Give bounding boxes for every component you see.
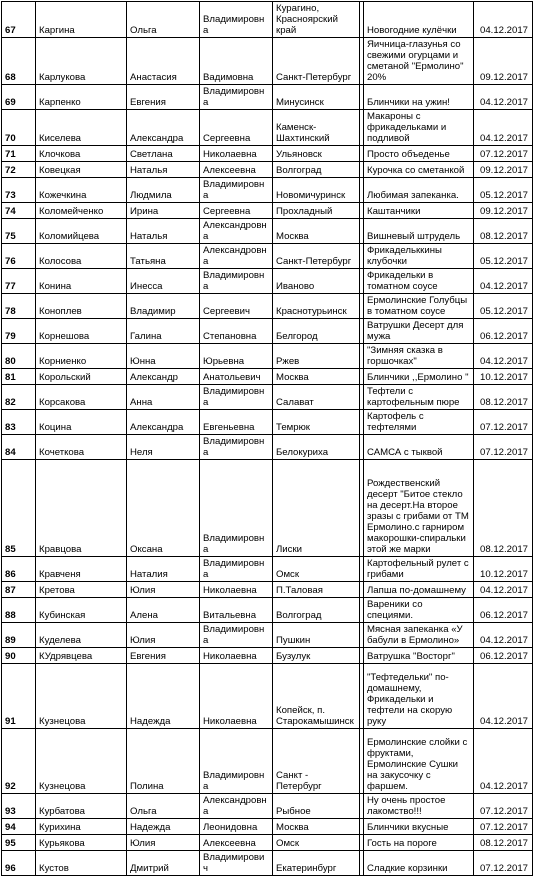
patronymic-cell: Александровна (200, 219, 273, 244)
last-name-cell: Кузнецова (36, 729, 127, 794)
dish-title-cell: Курочка со сметанкой (364, 162, 474, 178)
date-cell: 10.12.2017 (474, 369, 533, 385)
date-cell: 04.12.2017 (474, 729, 533, 794)
city-cell: Москва (273, 819, 360, 835)
dish-title-cell: Мясная запеканка «У бабули в Ермолино» (364, 623, 474, 648)
last-name-cell: Кравченя (36, 557, 127, 582)
last-name-cell: Куделева (36, 623, 127, 648)
date-cell: 06.12.2017 (474, 598, 533, 623)
table-body (2, 2, 533, 876)
first-name-cell: Анна (127, 385, 200, 410)
row-number: 82 (2, 385, 36, 410)
last-name-cell: Карлукова (36, 38, 127, 85)
patronymic-cell: Анатольевич (200, 369, 273, 385)
first-name-cell: Анастасия (127, 38, 200, 85)
table-row (2, 146, 533, 162)
first-name-cell: Надежда (127, 819, 200, 835)
last-name-cell: Курбатова (36, 794, 127, 819)
patronymic-cell: Сергеевна (200, 203, 273, 219)
patronymic-cell: Владимировна (200, 623, 273, 648)
date-cell: 10.12.2017 (474, 557, 533, 582)
date-cell: 07.12.2017 (474, 819, 533, 835)
last-name-cell: Каргина (36, 2, 127, 38)
patronymic-cell: Вадимовна (200, 38, 273, 85)
dish-title-cell: Новогодние кулёчки (364, 2, 474, 38)
table-row (2, 385, 533, 410)
date-cell: 07.12.2017 (474, 146, 533, 162)
first-name-cell: Александр (127, 369, 200, 385)
date-cell: 09.12.2017 (474, 162, 533, 178)
patronymic-cell: Владимирович (200, 851, 273, 876)
table-row (2, 729, 533, 794)
first-name-cell: Юлия (127, 835, 200, 851)
dish-title-cell: Рождественский десерт "Битое стекло на десерт.На второе зразы с грибами от ТМ Ермолино.с гарниром макорошки-спиральки этой же марки (364, 460, 474, 557)
table-row (2, 851, 533, 876)
date-cell: 04.12.2017 (474, 110, 533, 146)
date-cell: 04.12.2017 (474, 582, 533, 598)
dish-title-cell: Блинчики на ужин! (364, 85, 474, 110)
date-cell: 09.12.2017 (474, 38, 533, 85)
city-cell: Минусинск (273, 85, 360, 110)
first-name-cell: Татьяна (127, 244, 200, 269)
dish-title-cell: Макароны с фрикадельками и подливой (364, 110, 474, 146)
table-row (2, 319, 533, 344)
table-row (2, 344, 533, 369)
table-row (2, 582, 533, 598)
first-name-cell: Алена (127, 598, 200, 623)
date-cell: 04.12.2017 (474, 664, 533, 729)
row-number: 90 (2, 648, 36, 664)
first-name-cell: Надежда (127, 664, 200, 729)
last-name-cell: Карпенко (36, 85, 127, 110)
row-number: 74 (2, 203, 36, 219)
participants-table (1, 1, 533, 876)
table-row (2, 269, 533, 294)
first-name-cell: Александра (127, 110, 200, 146)
row-number: 93 (2, 794, 36, 819)
dish-title-cell: Любимая запеканка. (364, 178, 474, 203)
patronymic-cell: Алексеевна (200, 835, 273, 851)
first-name-cell: Евгения (127, 648, 200, 664)
last-name-cell: Кубинская (36, 598, 127, 623)
last-name-cell: Курьякова (36, 835, 127, 851)
last-name-cell: Корниенко (36, 344, 127, 369)
dish-title-cell: "Тефтедельки" по-домашнему, Фрикадельки и тефтели на скорую руку (364, 664, 474, 729)
last-name-cell: Кустов (36, 851, 127, 876)
table-row (2, 38, 533, 85)
dish-title-cell: Ермолинские слойки с фруктами, Ермолинские Сушки на закусочку с фаршем. (364, 729, 474, 794)
last-name-cell: Колосова (36, 244, 127, 269)
patronymic-cell: Николаевна (200, 146, 273, 162)
city-cell: Каменск-Шахтинский (273, 110, 360, 146)
city-cell: Пушкин (273, 623, 360, 648)
patronymic-cell: Алексеевна (200, 162, 273, 178)
table-row (2, 369, 533, 385)
patronymic-cell: Степановна (200, 319, 273, 344)
first-name-cell: Инесса (127, 269, 200, 294)
dish-title-cell: "Зимняя сказка в горшочках" (364, 344, 474, 369)
dish-title-cell: Блинчики ,,Ермолино " (364, 369, 474, 385)
patronymic-cell: Сергеевна (200, 110, 273, 146)
last-name-cell: Кочеткова (36, 435, 127, 460)
row-number: 92 (2, 729, 36, 794)
row-number: 84 (2, 435, 36, 460)
row-number: 71 (2, 146, 36, 162)
last-name-cell: Корсакова (36, 385, 127, 410)
dish-title-cell: Ну очень простое лакомство!!! (364, 794, 474, 819)
date-cell: 04.12.2017 (474, 623, 533, 648)
patronymic-cell: Владимировна (200, 435, 273, 460)
city-cell: Прохладный (273, 203, 360, 219)
table-row (2, 835, 533, 851)
table-row (2, 178, 533, 203)
city-cell: Омск (273, 557, 360, 582)
city-cell: Белгород (273, 319, 360, 344)
date-cell: 04.12.2017 (474, 269, 533, 294)
city-cell: Иваново (273, 269, 360, 294)
table-row (2, 203, 533, 219)
date-cell: 09.12.2017 (474, 203, 533, 219)
row-number: 81 (2, 369, 36, 385)
city-cell: Волгоград (273, 162, 360, 178)
date-cell: 08.12.2017 (474, 385, 533, 410)
last-name-cell: Коноплев (36, 294, 127, 319)
last-name-cell: Киселева (36, 110, 127, 146)
first-name-cell: Ирина (127, 203, 200, 219)
table-row (2, 557, 533, 582)
first-name-cell: Людмила (127, 178, 200, 203)
city-cell: Санкт-Петербург (273, 38, 360, 85)
table-row (2, 648, 533, 664)
city-cell: Москва (273, 369, 360, 385)
dish-title-cell: Картофельный рулет с грибами (364, 557, 474, 582)
row-number: 96 (2, 851, 36, 876)
table-row (2, 410, 533, 435)
first-name-cell: Наталия (127, 557, 200, 582)
last-name-cell: Курихина (36, 819, 127, 835)
table-row (2, 623, 533, 648)
first-name-cell: Наталья (127, 219, 200, 244)
patronymic-cell: Юрьевна (200, 344, 273, 369)
city-cell: Копейск, п. Старокамышинск (273, 664, 360, 729)
table-row (2, 460, 533, 557)
first-name-cell: Ольга (127, 2, 200, 38)
date-cell: 05.12.2017 (474, 244, 533, 269)
table-row (2, 598, 533, 623)
row-number: 76 (2, 244, 36, 269)
date-cell: 06.12.2017 (474, 648, 533, 664)
table-row (2, 244, 533, 269)
dish-title-cell: Фрикадельки в томатном соусе (364, 269, 474, 294)
last-name-cell: Кожечкина (36, 178, 127, 203)
row-number: 67 (2, 2, 36, 38)
dish-title-cell: Вишневый штрудель (364, 219, 474, 244)
table-row (2, 219, 533, 244)
patronymic-cell: Сергеевич (200, 294, 273, 319)
city-cell: Ржев (273, 344, 360, 369)
row-number: 88 (2, 598, 36, 623)
first-name-cell: Юлия (127, 582, 200, 598)
row-number: 87 (2, 582, 36, 598)
row-number: 77 (2, 269, 36, 294)
patronymic-cell: Владимировна (200, 729, 273, 794)
table-row (2, 819, 533, 835)
date-cell: 05.12.2017 (474, 178, 533, 203)
city-cell: Екатеринбург (273, 851, 360, 876)
row-number: 73 (2, 178, 36, 203)
last-name-cell: Коцина (36, 410, 127, 435)
table-row (2, 162, 533, 178)
dish-title-cell: Ватрушки Десерт для мужа (364, 319, 474, 344)
patronymic-cell: Владимировна (200, 2, 273, 38)
city-cell: Белокуриха (273, 435, 360, 460)
city-cell: Темрюк (273, 410, 360, 435)
dish-title-cell: Просто объеденье (364, 146, 474, 162)
dish-title-cell: Лапша по-домашнему (364, 582, 474, 598)
row-number: 85 (2, 460, 36, 557)
patronymic-cell: Николаевна (200, 582, 273, 598)
date-cell: 07.12.2017 (474, 410, 533, 435)
last-name-cell: Кретова (36, 582, 127, 598)
row-number: 89 (2, 623, 36, 648)
date-cell: 08.12.2017 (474, 219, 533, 244)
patronymic-cell: Александровна (200, 244, 273, 269)
last-name-cell: Ковецкая (36, 162, 127, 178)
first-name-cell: Ольга (127, 794, 200, 819)
row-number: 83 (2, 410, 36, 435)
row-number: 78 (2, 294, 36, 319)
patronymic-cell: Николаевна (200, 648, 273, 664)
city-cell: Санкт-Петербург (273, 244, 360, 269)
patronymic-cell: Владимировна (200, 85, 273, 110)
row-number: 91 (2, 664, 36, 729)
row-number: 79 (2, 319, 36, 344)
patronymic-cell: Владимировна (200, 557, 273, 582)
dish-title-cell: Вареники со специями. (364, 598, 474, 623)
dish-title-cell: Ватрушка "Восторг" (364, 648, 474, 664)
patronymic-cell: Владимировна (200, 385, 273, 410)
dish-title-cell: Блинчики вкусные (364, 819, 474, 835)
first-name-cell: Светлана (127, 146, 200, 162)
first-name-cell: Оксана (127, 460, 200, 557)
row-number: 94 (2, 819, 36, 835)
date-cell: 05.12.2017 (474, 294, 533, 319)
row-number: 95 (2, 835, 36, 851)
dish-title-cell: САМСА с тыквой (364, 435, 474, 460)
city-cell: Рыбное (273, 794, 360, 819)
dish-title-cell: Картофель с тефтелями (364, 410, 474, 435)
last-name-cell: КУдрявцева (36, 648, 127, 664)
patronymic-cell: Владимировна (200, 460, 273, 557)
last-name-cell: Корольский (36, 369, 127, 385)
dish-title-cell: Фрикадельккины клубочки (364, 244, 474, 269)
city-cell: Краснотурьинск (273, 294, 360, 319)
last-name-cell: Коломейченко (36, 203, 127, 219)
row-number: 70 (2, 110, 36, 146)
patronymic-cell: Александровна (200, 794, 273, 819)
table-row (2, 794, 533, 819)
city-cell: П.Таловая (273, 582, 360, 598)
row-number: 72 (2, 162, 36, 178)
dish-title-cell: Сладкие корзинки (364, 851, 474, 876)
first-name-cell: Юлия (127, 623, 200, 648)
dish-title-cell: Каштанчики (364, 203, 474, 219)
first-name-cell: Неля (127, 435, 200, 460)
first-name-cell: Полина (127, 729, 200, 794)
table-row (2, 110, 533, 146)
first-name-cell: Владимир (127, 294, 200, 319)
city-cell: Волгоград (273, 598, 360, 623)
dish-title-cell: Гость на пороге (364, 835, 474, 851)
row-number: 80 (2, 344, 36, 369)
patronymic-cell: Витальевна (200, 598, 273, 623)
row-number: 69 (2, 85, 36, 110)
date-cell: 06.12.2017 (474, 319, 533, 344)
city-cell: Ульяновск (273, 146, 360, 162)
patronymic-cell: Владимировна (200, 269, 273, 294)
first-name-cell: Дмитрий (127, 851, 200, 876)
dish-title-cell: Ермолинские Голубцы в томатном соусе (364, 294, 474, 319)
date-cell: 08.12.2017 (474, 460, 533, 557)
first-name-cell: Евгения (127, 85, 200, 110)
table-row (2, 664, 533, 729)
row-number: 75 (2, 219, 36, 244)
table-row (2, 435, 533, 460)
city-cell: Новомичуринск (273, 178, 360, 203)
dish-title-cell: Яичница-глазунья со свежими огурцами и сметаной "Ермолино" 20% (364, 38, 474, 85)
city-cell: Курагино, Красноярский край (273, 2, 360, 38)
patronymic-cell: Евгеньевна (200, 410, 273, 435)
first-name-cell: Александра (127, 410, 200, 435)
date-cell: 07.12.2017 (474, 794, 533, 819)
last-name-cell: Кравцова (36, 460, 127, 557)
date-cell: 04.12.2017 (474, 344, 533, 369)
row-number: 86 (2, 557, 36, 582)
city-cell: Москва (273, 219, 360, 244)
last-name-cell: Корнешова (36, 319, 127, 344)
last-name-cell: Клочкова (36, 146, 127, 162)
date-cell: 08.12.2017 (474, 835, 533, 851)
row-number: 68 (2, 38, 36, 85)
first-name-cell: Наталья (127, 162, 200, 178)
date-cell: 07.12.2017 (474, 851, 533, 876)
date-cell: 04.12.2017 (474, 2, 533, 38)
city-cell: Омск (273, 835, 360, 851)
city-cell: Бузулук (273, 648, 360, 664)
date-cell: 07.12.2017 (474, 435, 533, 460)
patronymic-cell: Владимировна (200, 178, 273, 203)
last-name-cell: Конина (36, 269, 127, 294)
city-cell: Салават (273, 385, 360, 410)
table-row (2, 294, 533, 319)
table-row (2, 2, 533, 38)
first-name-cell: Галина (127, 319, 200, 344)
last-name-cell: Коломийцева (36, 219, 127, 244)
date-cell: 04.12.2017 (474, 85, 533, 110)
first-name-cell: Юнна (127, 344, 200, 369)
last-name-cell: Кузнецова (36, 664, 127, 729)
patronymic-cell: Леонидовна (200, 819, 273, 835)
dish-title-cell: Тефтели с картофельным пюре (364, 385, 474, 410)
table-row (2, 85, 533, 110)
city-cell: Санкт - Петербург (273, 729, 360, 794)
patronymic-cell: Николаевна (200, 664, 273, 729)
city-cell: Лиски (273, 460, 360, 557)
